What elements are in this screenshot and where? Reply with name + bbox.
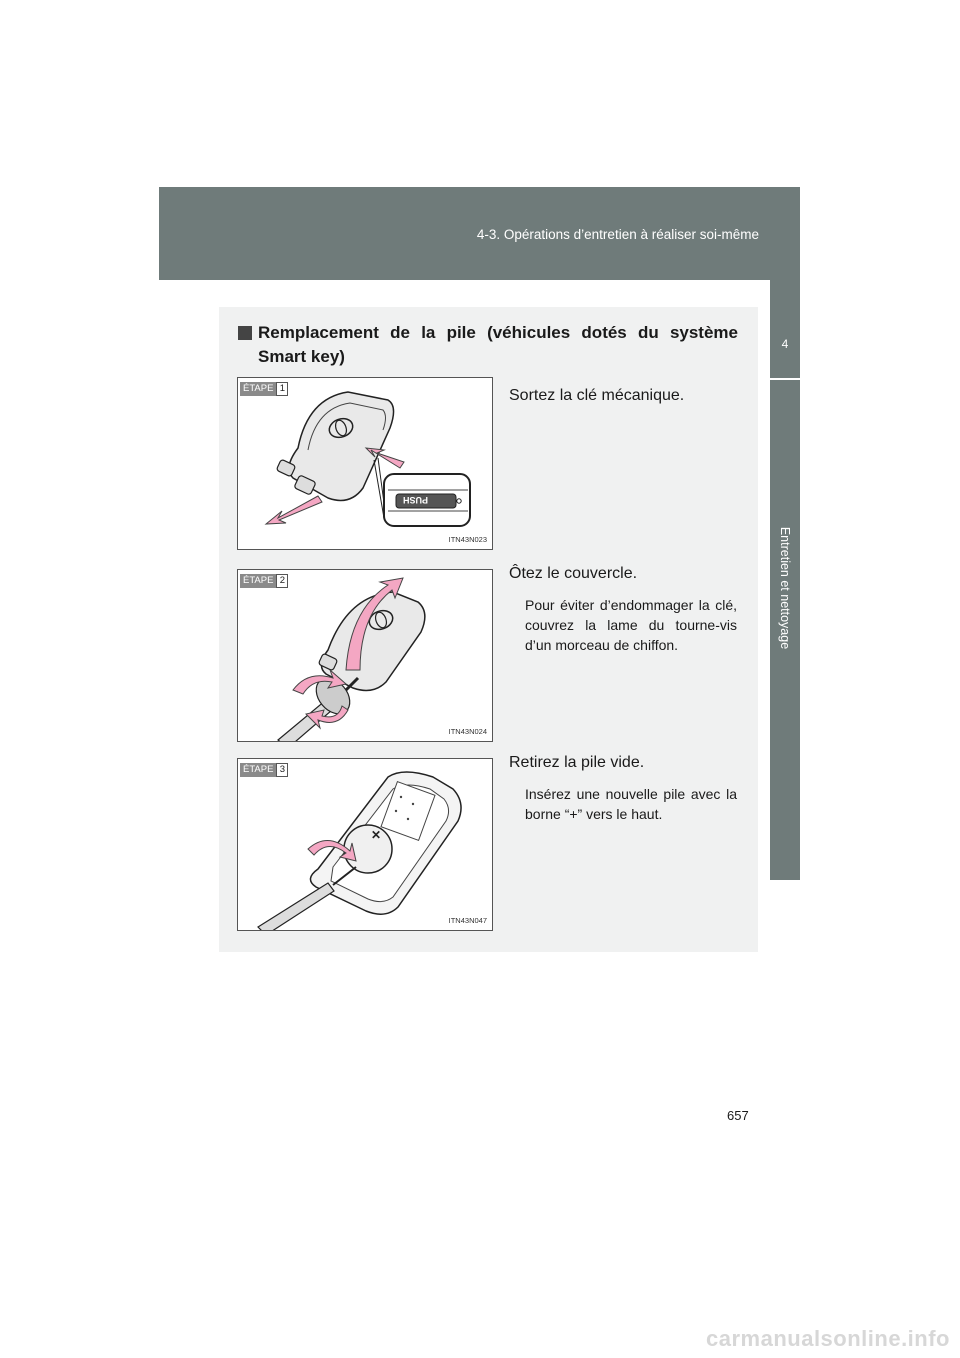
step-2-title: Ôtez le couvercle. bbox=[509, 565, 638, 582]
battery-removal-illustration bbox=[238, 759, 493, 931]
step-3-title: Retirez la pile vide. bbox=[509, 754, 645, 771]
chapter-label: Entretien et nettoyage bbox=[778, 526, 792, 650]
figure-code: ITN43N047 bbox=[448, 916, 487, 925]
key-eject-illustration bbox=[238, 378, 493, 550]
step-badge-number: 3 bbox=[276, 763, 288, 777]
step-badge-number: 2 bbox=[276, 574, 288, 588]
watermark: carmanualsonline.info bbox=[706, 1326, 950, 1351]
step-badge-number: 1 bbox=[276, 382, 288, 396]
square-bullet-icon bbox=[238, 326, 252, 340]
cover-removal-illustration bbox=[238, 570, 493, 742]
step-2-badge bbox=[240, 574, 288, 588]
step-1-badge bbox=[240, 382, 288, 396]
page-number: 657 bbox=[727, 1108, 749, 1123]
step-2-note: Pour éviter d’endommager la clé, couvrez la lame du tourne-vis d’un morceau de chiffon. bbox=[525, 597, 737, 653]
step-badge-word: ÉTAPE bbox=[240, 763, 276, 777]
step-3-badge bbox=[240, 763, 288, 777]
svg-text:✕: ✕ bbox=[371, 828, 382, 842]
section-heading-line1: Remplacement de la pile (véhicules dotés du système bbox=[258, 323, 738, 342]
step-1-title: Sortez la clé mécanique. bbox=[509, 387, 685, 404]
side-tab-divider bbox=[770, 378, 800, 380]
content-panel bbox=[219, 307, 758, 952]
chapter-side-tab bbox=[770, 280, 800, 880]
figure-code: ITN43N024 bbox=[448, 727, 487, 736]
section-header-title: 4-3. Opérations d’entretien à réaliser soi-même bbox=[476, 227, 759, 242]
step-3-note: Insérez une nouvelle pile avec la borne “+” vers le haut. bbox=[525, 786, 737, 822]
step-1-figure bbox=[237, 377, 493, 550]
header-band bbox=[159, 187, 800, 280]
figure-code: ITN43N023 bbox=[448, 535, 487, 544]
push-label: PUSH bbox=[402, 495, 428, 505]
section-heading bbox=[238, 321, 738, 369]
step-badge-word: ÉTAPE bbox=[240, 382, 276, 396]
section-heading-line2: Smart key) bbox=[258, 347, 345, 366]
step-3-figure bbox=[237, 758, 493, 931]
step-badge-word: ÉTAPE bbox=[240, 574, 276, 588]
chapter-number: 4 bbox=[781, 337, 789, 351]
step-2-figure bbox=[237, 569, 493, 742]
